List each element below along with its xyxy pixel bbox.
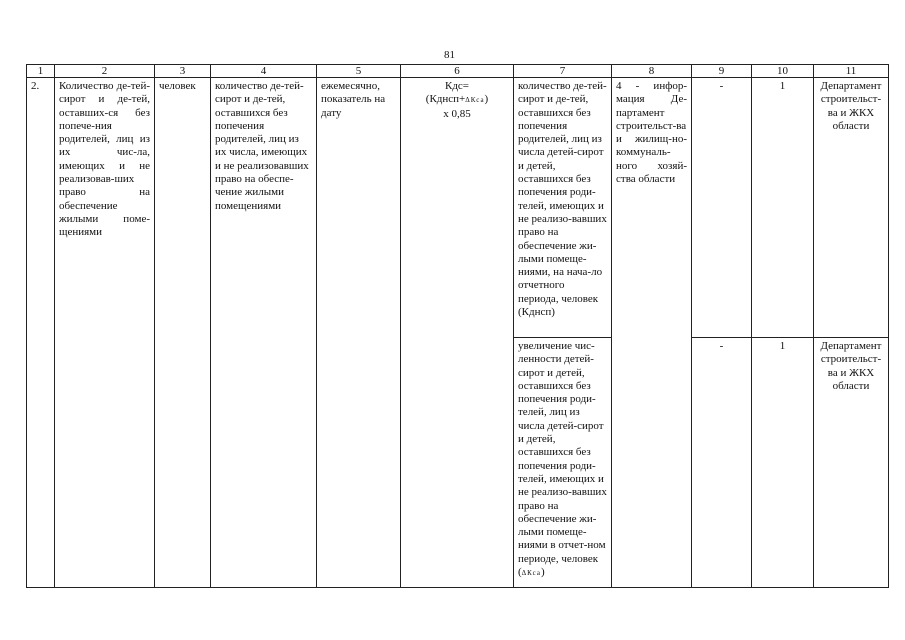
row-number: 2. (27, 78, 55, 588)
col10-cell: 1 (752, 78, 814, 338)
col9-cell: - (692, 338, 752, 588)
formula-line-1: Кдс= (444, 80, 470, 92)
header-cell: 7 (514, 65, 612, 78)
responsible-cell: Департамент строительст-ва и ЖКХ области (814, 78, 889, 338)
basic-indicator-2: увеличение чис-ленности детей-сирот и детей, оставшихся без попечения роди-телей, лиц из числа детей-сирот и детей, оставшихся без попечения роди-телей, имеющих и не реализо-вавших право на обеспечение жи-лыми помеще-ниями в отчет-ном периоде, человек (ΔКса) (514, 338, 612, 588)
col10-cell: 1 (752, 338, 814, 588)
header-cell: 10 (752, 65, 814, 78)
header-cell: 9 (692, 65, 752, 78)
responsible-cell: Департамент строительст-ва и ЖКХ области (814, 338, 889, 588)
indicator-table (26, 64, 889, 588)
delta-subscript: ΔКса (521, 569, 541, 578)
basic-indicator-1: количество де-тей-сирот и де-тей, оставшихся без попечения родителей, лиц из числа детей-сирот и детей, оставшихся без попечения роди-телей, имеющих и не реализо-вавших право на обеспечение жи-лыми помеще-ниями, на нача-ло отчетного периода, человек (Кднсп) (514, 78, 612, 338)
definition-cell: количество де-тей-сирот и де-тей, оставшихся без попечения родителей, лиц из их числа, имеющих и не реализовавших право на обеспе-чение жилыми помещениями (211, 78, 317, 588)
formula-line-2: (Кднсп+ΔКса) (425, 93, 489, 106)
header-cell: 5 (317, 65, 401, 78)
header-cell: 2 (55, 65, 155, 78)
header-cell: 8 (612, 65, 692, 78)
periodicity-cell: ежемесячно, показатель на дату (317, 78, 401, 588)
header-cell: 4 (211, 65, 317, 78)
page-number: 81 (444, 49, 455, 61)
unit-cell: человек (155, 78, 211, 588)
header-cell: 11 (814, 65, 889, 78)
header-row (27, 65, 889, 78)
formula-cell (401, 78, 514, 588)
header-cell: 3 (155, 65, 211, 78)
indicator-name: Количество де-тей-сирот и де-тей, оставших-ся без попече-ния родителей, лиц из их чис-ла, имеющих и не реализовав-ших право на обеспечение жилыми поме-щениями (55, 78, 155, 588)
delta-subscript: ΔКса (465, 96, 485, 105)
table-row (27, 78, 889, 338)
header-cell: 6 (401, 65, 514, 78)
col9-cell: - (692, 78, 752, 338)
header-cell: 1 (27, 65, 55, 78)
formula-line-3: х 0,85 (443, 107, 471, 120)
source-cell: 4 - инфор-мация Де-партамент строительст-ва и жилищ-но-коммуналь-ного хозяй-ства области (612, 78, 692, 588)
